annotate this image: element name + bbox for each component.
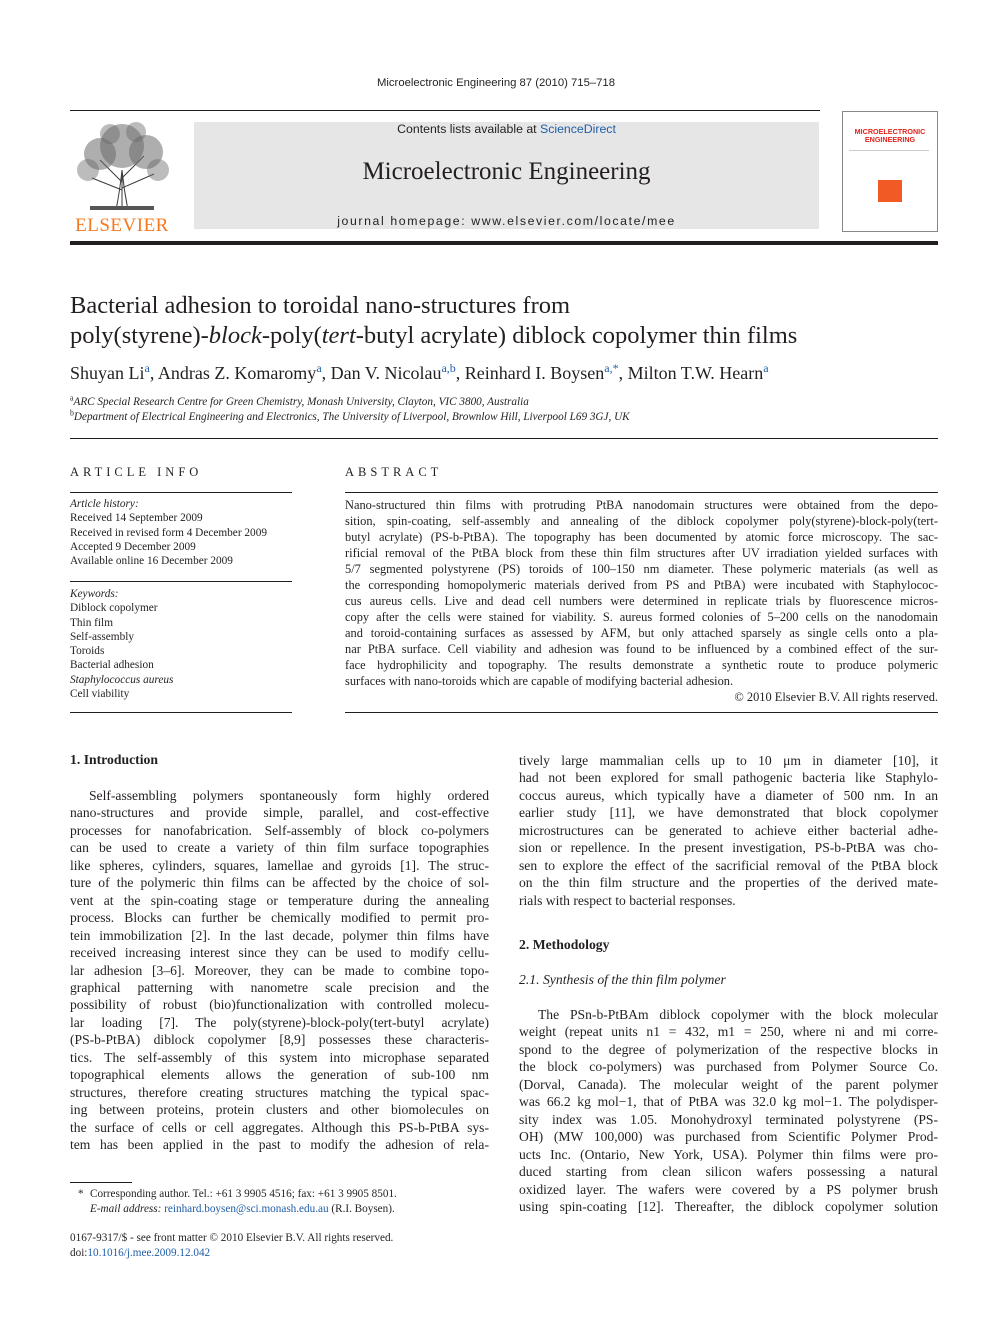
methods-heading: 2. Methodology	[519, 937, 610, 952]
article-info-bottom-rule	[70, 712, 292, 713]
title-seg-e: -butyl acrylate) diblock copolymer thin films	[355, 322, 798, 349]
body-line: using spin-coating [12]. Thereafter, the diblock copolymer solution	[519, 1198, 938, 1214]
body-line: process. Blocks can further be chemically modified to permit pro-	[70, 910, 489, 926]
body-line: tics. The self-assembly of this system into microphase separated	[70, 1049, 489, 1065]
doi-line	[70, 1246, 510, 1261]
body-line: oxidized layer. The wafers were covered by a PS polymer brush	[519, 1181, 938, 1197]
title-line1: Bacterial adhesion to toroidal nano-structures from	[70, 292, 571, 319]
body-line: topographical elements allows the generation of sub-100 nm	[70, 1067, 489, 1083]
body-line: structures, therefore creating structures matching the typical spac-	[70, 1084, 489, 1100]
body-line: possibility of robust (bio)functionalization with controlled molecu-	[70, 997, 489, 1013]
body-line: graphical patterning with nanometre scale precision and the	[70, 979, 489, 995]
abstract-line: the corresponding homopolymeric materials derived from PS and PtBA) were incubated with Staphylococ-	[345, 578, 938, 592]
body-line: Self-assembling polymers spontaneously form highly ordered	[89, 788, 489, 803]
history-item: Received in revised form 4 December 2009	[70, 526, 267, 539]
keyword: Toroids	[70, 645, 105, 658]
homepage-url[interactable]: www.elsevier.com/locate/mee	[471, 214, 676, 228]
abstract-line: copy after the cells were stained for viability. S. aureus formed colonies of 5–200 cells on the nanodomain	[345, 610, 938, 624]
abstract-line: Nano-structured thin films with protruding PtBA nanodomain structures were obtained from the depo-	[345, 498, 938, 512]
cover-image	[878, 180, 902, 202]
journal-title: Microelectronic Engineering	[362, 158, 651, 185]
body-line: microstructures can be generated to achieve either bacterial adhe-	[519, 822, 938, 838]
author-list: Shuyan Li$^a$, Andras Z. Komaromy$^a$, Dan V. Nicolau$^{a,b}$, Reinhard I. Boysen$^{a,*}$, Milton T.W. Hearn$^a$	[70, 361, 769, 383]
email-label: E-mail address:	[90, 1202, 162, 1215]
author-aff-mark[interactable]: a,b	[441, 361, 456, 375]
body-line: the block co-polymers) was purchased from Polymer Source Co.	[519, 1059, 938, 1075]
history-item: Accepted 9 December 2009	[70, 540, 196, 553]
keywords-label: Keywords:	[70, 588, 119, 600]
body-line: sion or repellence. In the present investigation, PS-b-PtBA was cho-	[519, 840, 938, 856]
history-label: Article history:	[70, 498, 139, 510]
homepage-label: journal homepage:	[337, 214, 472, 228]
title-seg-a: poly(styrene)-	[70, 322, 209, 349]
abstract-line: surfaces with nano-toroids which are capable of modifying bacterial adhesion.	[345, 674, 734, 688]
intro-body	[70, 787, 489, 1154]
elsevier-wordmark: ELSEVIER	[75, 215, 169, 236]
author[interactable]	[70, 363, 150, 383]
article-info-heading: ARTICLE INFO	[70, 465, 203, 479]
contents-prefix: Contents lists available at	[397, 122, 540, 136]
body-line: duced starting from clean silicon wafers possessing a natural	[519, 1164, 938, 1180]
article-info-rule	[70, 492, 292, 493]
author-name: Andras Z. Komaromy	[157, 363, 317, 383]
footnote	[70, 1187, 489, 1216]
elsevier-logo[interactable]	[70, 120, 174, 236]
author[interactable]	[465, 363, 619, 383]
body-line: on the thin film structure and the properties of the derived mate-	[519, 875, 938, 891]
homepage-line	[194, 214, 819, 228]
keyword: Self-assembly	[70, 630, 135, 643]
author-aff-mark[interactable]: a	[763, 361, 769, 375]
header-separator	[70, 438, 938, 439]
article-title	[70, 291, 938, 351]
author-aff-mark[interactable]: a,*	[604, 361, 619, 375]
body-line: weight (repeat units n1 = 432, m1 = 250, where ni and mi corre-	[519, 1024, 938, 1040]
front-matter	[70, 1231, 510, 1260]
body-line: processes for nanofabrication. Self-assembly of block co-polymers	[70, 822, 489, 838]
body-line: tein immobilization [2]. In the last decade, polymer thin films have	[70, 927, 489, 943]
body-line: earlier study [11], we have demonstrated that block copolymer	[519, 805, 938, 821]
running-head: Microelectronic Engineering 87 (2010) 715–718	[376, 77, 615, 89]
doi-label: doi:	[70, 1246, 88, 1259]
email-link[interactable]: reinhard.boysen@sci.monash.edu.au	[164, 1202, 329, 1215]
body-line: nano-structures and provide simple, parallel, and cost-effective	[70, 805, 489, 821]
abstract-line: cus aureus cells. Live and dead cell numbers were determined in replicate trials by fluorescence micros-	[345, 594, 938, 608]
abstract-text	[345, 497, 938, 705]
body-line: coccus aureus, which typically have a diameter of 500 nm. In an	[519, 787, 938, 803]
abstract-line: sition, spin-coating, self-assembly and annealing of the diblock copolymer poly(styrene)-block-poly(tert-	[345, 514, 938, 528]
intro-heading: 1. Introduction	[70, 752, 158, 767]
elsevier-tree-icon	[70, 120, 174, 212]
cover-divider	[849, 150, 929, 151]
abstract-bottom-rule	[345, 712, 938, 713]
article-history	[70, 497, 300, 568]
abstract-line: 5/7 segmented polystyrene (PS) toroids of 100–150 nm diameter. These polymeric materials (as well as	[345, 562, 938, 576]
cover-title	[843, 128, 937, 144]
abstract-line: and toroid-containing surfaces as assessed by AFM, but only attached sparsely as single cells onto a pla-	[345, 626, 938, 640]
history-item: Available online 16 December 2009	[70, 555, 233, 568]
abstract-line: rificial removal of the PtBA block from these thin film structures after UV irradiation yielded surfaces with	[345, 546, 938, 560]
title-seg-d: tert	[321, 322, 356, 349]
masthead-bottom-rule	[70, 241, 938, 245]
abstract-copyright: © 2010 Elsevier B.V. All rights reserved.	[734, 690, 938, 704]
body-line: was 66.2 kg mol−1, that of PtBA was 32.0 kg mol−1. The polydisper-	[519, 1094, 938, 1110]
affiliation-text: Department of Electrical Engineering and Electronics, The University of Liverpool, Brownlow Hill, Liverpool L69 3GJ, UK	[73, 411, 630, 423]
affiliation-text: ARC Special Research Centre for Green Chemistry, Monash University, Clayton, VIC 3800, Australia	[73, 396, 529, 408]
author-name: Dan V. Nicolau	[330, 363, 442, 383]
methods-body	[519, 1006, 938, 1215]
affiliations	[70, 395, 938, 425]
keywords	[70, 587, 300, 701]
history-item: Received 14 September 2009	[70, 512, 203, 525]
footnote-text: Corresponding author. Tel.: +61 3 9905 4516; fax: +61 3 9905 8501.	[90, 1188, 397, 1200]
author[interactable]	[158, 363, 322, 383]
affiliation	[70, 410, 938, 425]
author-name: Shuyan Li	[70, 363, 145, 383]
journal-banner	[194, 122, 819, 229]
abstract-heading: ABSTRACT	[345, 465, 443, 479]
email-suffix: (R.I. Boysen).	[331, 1202, 395, 1215]
body-line: spond to the degree of polymerization of the respective blocks in	[519, 1041, 938, 1057]
body-line: can be used to create a variety of thin film surface topographies	[70, 840, 489, 856]
author-name: Reinhard I. Boysen	[464, 363, 605, 383]
keyword: Cell viability	[70, 688, 130, 701]
keyword: Bacterial adhesion	[70, 659, 154, 672]
footnote-corresponding	[70, 1187, 489, 1202]
body-line: the surface of cells or cell aggregates. Although this PS-b-PtBA sys-	[70, 1119, 489, 1135]
body-line: like spheres, cylinders, squares, lamellae and gyroids [1]. The struc-	[70, 857, 489, 873]
body-line: (Dorval, Canada). The molecular weight of the parent polymer	[519, 1076, 938, 1092]
title-line2	[70, 321, 938, 351]
body-line: ture of the polymeric thin films can be affected by the choice of sol-	[70, 875, 489, 891]
author-name: Milton T.W. Hearn	[627, 363, 764, 383]
cover-title-line1: MICROELECTRONIC	[854, 127, 926, 136]
keyword: Staphylococcus aureus	[70, 673, 174, 686]
abstract-line: face hydrophilicity and topography. The results demonstrate a synthetic route to produce polymeric	[345, 658, 938, 672]
body-line: vent at the spin-coating stage or temperature during the annealing	[70, 892, 489, 908]
abstract-rule	[345, 492, 938, 493]
abstract-line: nar PtBA surface. Cell viability and adhesion was found to be influenced by a combined effect of the sur-	[345, 642, 938, 656]
body-line: sity index was 1.05. Monohydroxyl terminated polystyrene (PS-	[519, 1111, 938, 1127]
body-line: OH) (MW 100,000) was purchased from Scientific Polymer Prod-	[519, 1129, 938, 1145]
cover-title-line2: ENGINEERING	[864, 135, 916, 144]
author[interactable]	[331, 363, 456, 383]
body-line: tively large mammalian cells up to 10 μm in diameter [10], it	[519, 753, 938, 768]
title-seg-b: block	[208, 322, 262, 349]
author[interactable]	[628, 363, 769, 383]
footnote-rule	[70, 1182, 132, 1183]
body-line: received increasing interest since they can be used to modify cellu-	[70, 945, 489, 961]
body-line: rials with respect to bacterial responses.	[519, 892, 736, 908]
sciencedirect-link[interactable]: ScienceDirect	[540, 122, 616, 136]
author-aff-mark[interactable]: a	[316, 361, 322, 375]
doi-link[interactable]: 10.1016/j.mee.2009.12.042	[87, 1246, 211, 1259]
keywords-rule	[70, 581, 292, 582]
affiliation-mark: a	[70, 393, 74, 403]
body-line: lar adhesion [3–6]. Moreover, they can be made to combine topo-	[70, 962, 489, 978]
affiliation-mark: b	[70, 408, 74, 418]
footnote-star: *	[78, 1188, 84, 1200]
keyword: Thin film	[70, 616, 113, 629]
body-line: had not been explored for small pathogenic bacteria like Staphylo-	[519, 770, 938, 786]
body-line: sen to explore the effect of the sacrificial removal of the PtBA block	[519, 857, 938, 873]
body-line: ing between proteins, protein clusters and other biomolecules on	[70, 1102, 489, 1118]
masthead-top-rule	[70, 110, 820, 111]
issn-line: 0167-9317/$ - see front matter © 2010 Elsevier B.V. All rights reserved.	[70, 1232, 394, 1244]
author-aff-mark[interactable]: a	[144, 361, 150, 375]
methods-subheading: 2.1. Synthesis of the thin film polymer	[519, 972, 726, 987]
body-line: (PS-b-PtBA) diblock copolymer [8,9] possesses these characteris-	[70, 1032, 489, 1048]
footnote-email-line	[70, 1202, 489, 1217]
body-line: tem has been applied in the past to modify the adhesion of rela-	[70, 1137, 489, 1153]
abstract-line: butyl acrylate) (PS-b-PtBA). The topography has been documented by atomic force microscopy. The sac-	[345, 530, 938, 544]
body-line: The PSn-b-PtBAm diblock copolymer with the block molecular	[538, 1007, 938, 1022]
intro-continued	[519, 752, 938, 909]
journal-cover[interactable]	[842, 111, 938, 232]
contents-line	[194, 122, 819, 136]
affiliation	[70, 395, 938, 410]
title-seg-c: -poly(	[261, 322, 322, 349]
body-line: lar loading [7]. The poly(styrene)-block-poly(tert-butyl acrylate)	[70, 1014, 489, 1030]
body-line: ucts Inc. (Ontario, New York, USA). Polymer thin films were pro-	[519, 1146, 938, 1162]
keyword: Diblock copolymer	[70, 602, 158, 615]
